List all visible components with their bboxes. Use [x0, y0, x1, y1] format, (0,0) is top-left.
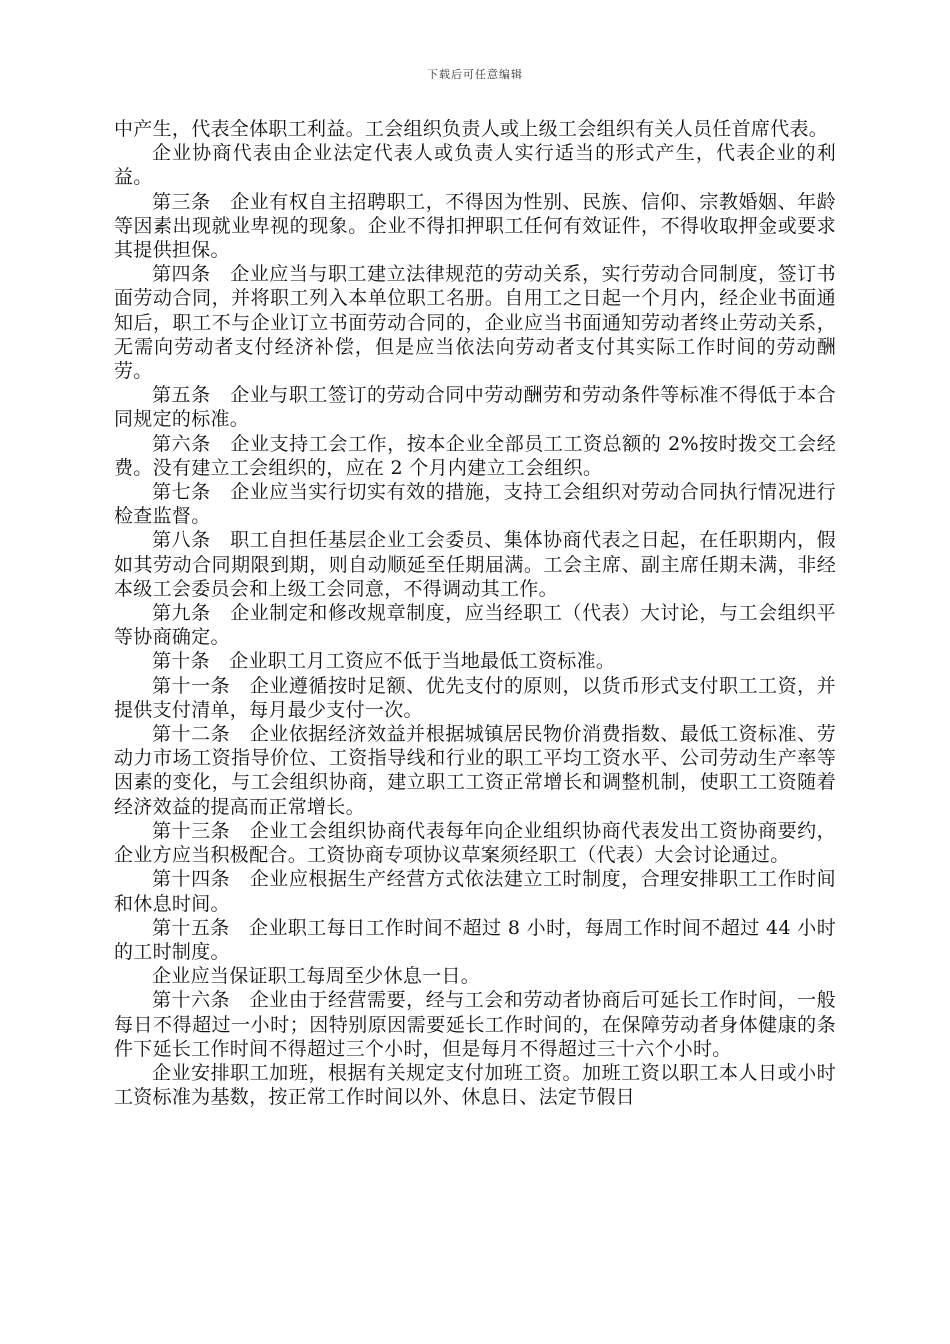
paragraph: 中产生，代表全体职工利益。工会组织负责人或上级工会组织有关人员任首席代表。	[114, 118, 829, 140]
paragraph: 企业协商代表由企业法定代表人或负责人实行适当的形式产生，代表企业的利益。	[114, 142, 836, 189]
article-9: 第九条 企业制定和修改规章制度，应当经职工（代表）大讨论，与工会组织平等协商确定。	[114, 602, 836, 649]
article-7: 第七条 企业应当实行切实有效的措施，支持工会组织对劳动合同执行情况进行检查监督。	[114, 481, 836, 528]
article-8: 第八条 职工自担任基层企业工会委员、集体协商代表之日起，在任职期内，假如其劳动合同期限到期，则自动顺延至任期届满。工会主席、副主席任期未满，非经本级工会委员会和上级工会同意，不得调动其工作。	[114, 529, 836, 600]
article-5: 第五条 企业与职工签订的劳动合同中劳动酬劳和劳动条件等标准不得低于本合同规定的标准。	[114, 384, 836, 431]
paragraph: 企业应当保证职工每周至少休息一日。	[152, 965, 481, 988]
document-body	[114, 117, 836, 1109]
article-11: 第十一条 企业遵循按时足额、优先支付的原则，以货币形式支付职工工资，并提供支付清单，每月最少支付一次。	[114, 674, 836, 721]
article-13: 第十三条 企业工会组织协商代表每年向企业组织协商代表发出工资协商要约，企业方应当积极配合。工资协商专项协议草案须经职工（代表）大会讨论通过。	[114, 819, 836, 867]
article-10: 第十条 企业职工月工资应不低于当地最低工资标准。	[152, 650, 616, 673]
article-16: 第十六条 企业由于经营需要，经与工会和劳动者协商后可延长工作时间，一般每日不得超过一小时；因特别原因需要延长工作时间的，在保障劳动者身体健康的条件下延长工作时间不得超过三个小时，但是每月不得超过三十六个小时。	[114, 989, 836, 1060]
article-15: 第十五条 企业职工每日工作时间不超过 8 小时，每周工作时间不超过 44 小时的工时制度。	[114, 916, 836, 963]
article-12: 第十二条 企业依据经济效益并根据城镇居民物价消费指数、最低工资标准、劳动力市场工资指导价位、工资指导线和行业的职工平均工资水平、公司劳动生产率等因素的变化，与工会组织协商，建立职工工资正常增长和调整机制，使职工工资随着经济效益的提高而正常增长。	[114, 723, 836, 818]
article-3: 第三条 企业有权自主招聘职工，不得因为性别、民族、信仰、宗教婚姻、年龄等因素出现就业卑视的现象。企业不得扣押职工任何有效证件，不得收取押金或要求其提供担保。	[114, 190, 836, 262]
paragraph: 企业安排职工加班，根据有关规定支付加班工资。加班工资以职工本人日或小时工资标准为基数，按正常工作时间以外、休息日、法定节假日	[114, 1061, 836, 1109]
article-14: 第十四条 企业应根据生产经营方式依法建立工时制度，合理安排职工工作时间和休息时间。	[114, 868, 836, 915]
article-4: 第四条 企业应当与职工建立法律规范的劳动关系，实行劳动合同制度，签订书面劳动合同，并将职工列入本单位职工名册。自用工之日起一个月内，经企业书面通知后，职工不与企业订立书面劳动合同的，企业应当书面通知劳动者终止劳动关系，无需向劳动者支付经济补偿，但是应当依法向劳动者支付其实际工作时间的劳动酬劳。	[114, 263, 836, 383]
page-header: 下载后可任意编辑	[427, 68, 523, 81]
article-6: 第六条 企业支持工会工作，按本企业全部员工工资总额的 2%按时拨交工会经费。没有建立工会组织的，应在 2 个月内建立工会组织。	[114, 432, 836, 479]
